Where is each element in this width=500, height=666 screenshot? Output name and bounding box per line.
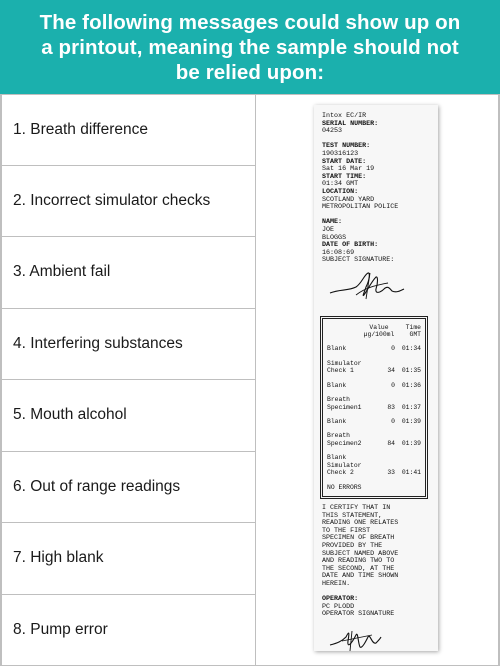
result-entry — [327, 454, 421, 476]
result-entry-label: Blank — [327, 454, 347, 462]
device-name: Intox EC/IR — [322, 112, 367, 120]
result-entry-time: 01:37 — [401, 403, 421, 411]
header-line-3: be relied upon: — [175, 60, 325, 84]
list-item: 1. Breath difference — [2, 94, 256, 166]
certification-line: THE SECOND, AT THE — [322, 564, 395, 573]
test-label: TEST NUMBER: — [322, 142, 371, 151]
list-item: 6. Out of range readings — [2, 452, 256, 524]
test-value: 190316123 — [322, 149, 359, 158]
dob-value: 16:08:69 — [322, 248, 355, 257]
column-timezone-header: GMT — [409, 331, 421, 339]
name-label: NAME: — [322, 218, 343, 227]
result-entry-label: Breath — [327, 432, 351, 440]
certification-line: PROVIDED BY THE — [322, 541, 383, 550]
result-entry-label: Simulator — [327, 359, 362, 367]
result-entry-value: 33 — [387, 468, 395, 476]
column-time-header: Time — [405, 324, 421, 332]
list-item: 2. Incorrect simulator checks — [2, 166, 256, 238]
result-entry-label: Blank — [327, 381, 347, 389]
result-entry-time: 01:41 — [401, 468, 421, 476]
printout-panel — [256, 94, 500, 666]
list-item: 5. Mouth alcohol — [2, 380, 256, 452]
certification-line: READING ONE RELATES — [322, 519, 399, 528]
header-line-1: The following messages could show up on — [39, 10, 461, 34]
result-entry-label: Specimen1 — [327, 403, 362, 411]
result-entry-value: 0 — [391, 345, 395, 353]
result-entry — [327, 345, 421, 352]
certification-statement — [322, 505, 432, 589]
operator-label: OPERATOR: — [322, 595, 359, 604]
list-item: 7. High blank — [2, 523, 256, 595]
printout-slip — [314, 105, 438, 651]
result-entry-time: 01:36 — [401, 381, 421, 389]
result-entry — [327, 432, 421, 447]
first-name: JOE — [322, 225, 335, 234]
certification-line: AND READING TWO TO — [322, 557, 395, 566]
list-item: 4. Interfering substances — [2, 309, 256, 381]
certification-line: DATE AND TIME SHOWN — [322, 572, 399, 581]
result-entry — [327, 418, 421, 425]
column-value-header: Value — [369, 324, 389, 332]
result-entry-value: 0 — [391, 381, 395, 389]
operator-signature-label: OPERATOR SIGNATURE — [322, 610, 395, 619]
column-unit-header: µg/100ml — [363, 331, 395, 339]
result-entry-value: 83 — [387, 403, 395, 411]
certification-line: SUBJECT NAMED ABOVE — [322, 549, 399, 558]
subject-signature-label: SUBJECT SIGNATURE: — [322, 256, 395, 265]
certification-line: TO THE FIRST — [322, 526, 371, 535]
no-errors-text: NO ERRORS — [327, 484, 362, 492]
certification-line: I CERTIFY THAT IN — [322, 503, 391, 512]
dob-label: DATE OF BIRTH: — [322, 241, 379, 250]
certification-line: HEREIN. — [322, 579, 351, 588]
result-entry-value: 84 — [387, 439, 395, 447]
result-entry-label: Blank — [327, 345, 347, 353]
result-entries — [327, 345, 421, 476]
location-line-1: SCOTLAND YARD — [322, 195, 375, 204]
result-entry-label: Check 1 — [327, 367, 354, 375]
result-entry-label: Specimen2 — [327, 439, 362, 447]
result-entry-time: 01:39 — [401, 417, 421, 425]
operator-signature-image — [328, 623, 382, 655]
list-item: 8. Pump error — [2, 595, 256, 666]
result-entry — [327, 396, 421, 411]
serial-label: SERIAL NUMBER: — [322, 119, 379, 128]
result-entry-value: 34 — [387, 367, 395, 375]
result-entry-label: Simulator — [327, 461, 362, 469]
header-line-2: a printout, meaning the sample should not — [41, 35, 459, 59]
serial-value: 04253 — [322, 127, 343, 136]
operator-name: PC PLODD — [322, 602, 355, 611]
result-entry-label: Breath — [327, 396, 351, 404]
subject-signature-image — [326, 267, 406, 303]
result-entry — [327, 382, 421, 389]
result-entry-label: Check 2 — [327, 468, 354, 476]
result-entry-time: 01:39 — [401, 439, 421, 447]
result-entry-time: 01:35 — [401, 367, 421, 375]
start-time-value: 01:34 GMT — [322, 180, 359, 189]
last-name: BLOGGS — [322, 233, 347, 242]
start-date-label: START DATE: — [322, 157, 367, 166]
result-entry-label: Blank — [327, 417, 347, 425]
certification-line: THIS STATEMENT, — [322, 511, 383, 520]
list-item: 3. Ambient fail — [2, 237, 256, 309]
location-line-2: METROPOLITAN POLICE — [322, 203, 399, 212]
location-label: LOCATION: — [322, 187, 359, 196]
results-table — [322, 318, 426, 496]
start-time-label: START TIME: — [322, 172, 367, 181]
result-entry-time: 01:34 — [401, 345, 421, 353]
messages-list — [0, 94, 256, 666]
result-entry-value: 0 — [391, 417, 395, 425]
header-banner — [0, 0, 500, 94]
start-date-value: Sat 16 Mar 19 — [322, 165, 375, 174]
result-entry — [327, 360, 421, 375]
certification-line: SPECIMEN OF BREATH — [322, 534, 395, 543]
